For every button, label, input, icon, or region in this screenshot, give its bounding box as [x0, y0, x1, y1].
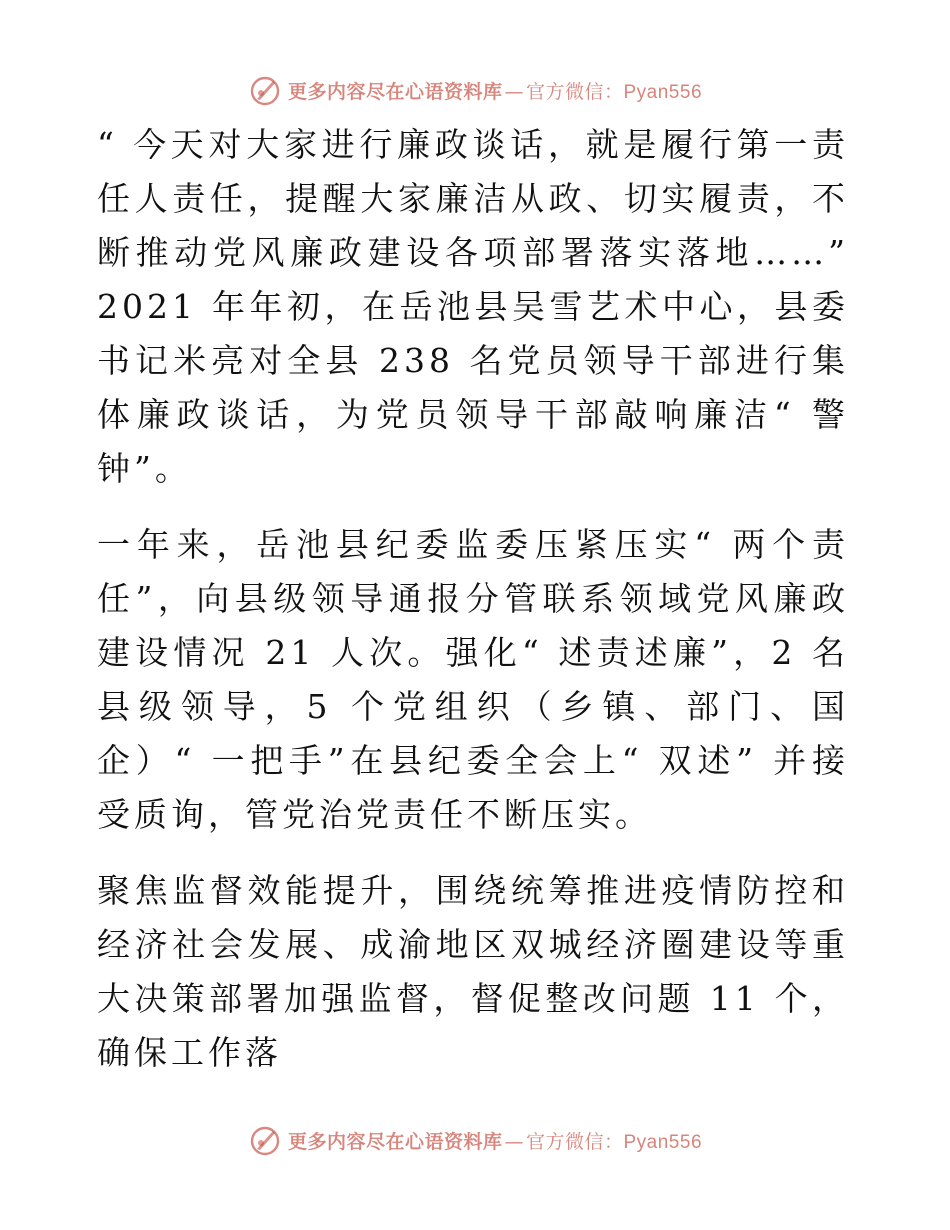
- footer-banner-dash: —: [504, 1130, 524, 1153]
- banner-contact-value: Pyan556: [623, 81, 703, 103]
- footer-watermark-banner: [0, 1120, 950, 1160]
- banner-prefix: 更多内容尽在心语资料库: [287, 80, 503, 103]
- header-watermark-banner: [0, 70, 950, 110]
- paragraph-3: 聚焦监督效能提升，围绕统筹推进疫情防控和经济社会发展、成渝地区双城经济圈建设等重大决策部署加强监督，督促整改问题 11 个，确保工作落: [97, 871, 849, 1072]
- banner-contact-label: 官方微信：: [525, 80, 624, 103]
- article-body: [97, 118, 849, 1102]
- footer-banner-contact-label: 官方微信：: [525, 1130, 624, 1153]
- footer-banner-contact-value: Pyan556: [623, 1131, 703, 1153]
- banner-dash: —: [504, 80, 524, 103]
- paragraph-2: 一年来，岳池县纪委监委压紧压实“ 两个责任”，向县级领导通报分管联系领域党风廉政建设情况 21 人次。强化“ 述责述廉”，2 名县级领导，5 个党组织（乡镇、部门、国企）“ 一把手”在县纪委全会上“ 双述” 并接受质询，管党治党责任不断压实。: [97, 525, 849, 834]
- quill-logo-icon: [248, 1123, 282, 1157]
- footer-banner-prefix: 更多内容尽在心语资料库: [287, 1130, 503, 1153]
- paragraph-1: “ 今天对大家进行廉政谈话，就是履行第一责任人责任，提醒大家廉洁从政、切实履责，不断推动党风廉政建设各项部署落实落地……” 2021 年年初，在岳池县吴雪艺术中心，县委书记米亮对全县 238 名党员领导干部进行集体廉政谈话，为党员领导干部敲响廉洁“ 警钟”。: [97, 125, 849, 488]
- quill-logo-icon: [248, 73, 282, 107]
